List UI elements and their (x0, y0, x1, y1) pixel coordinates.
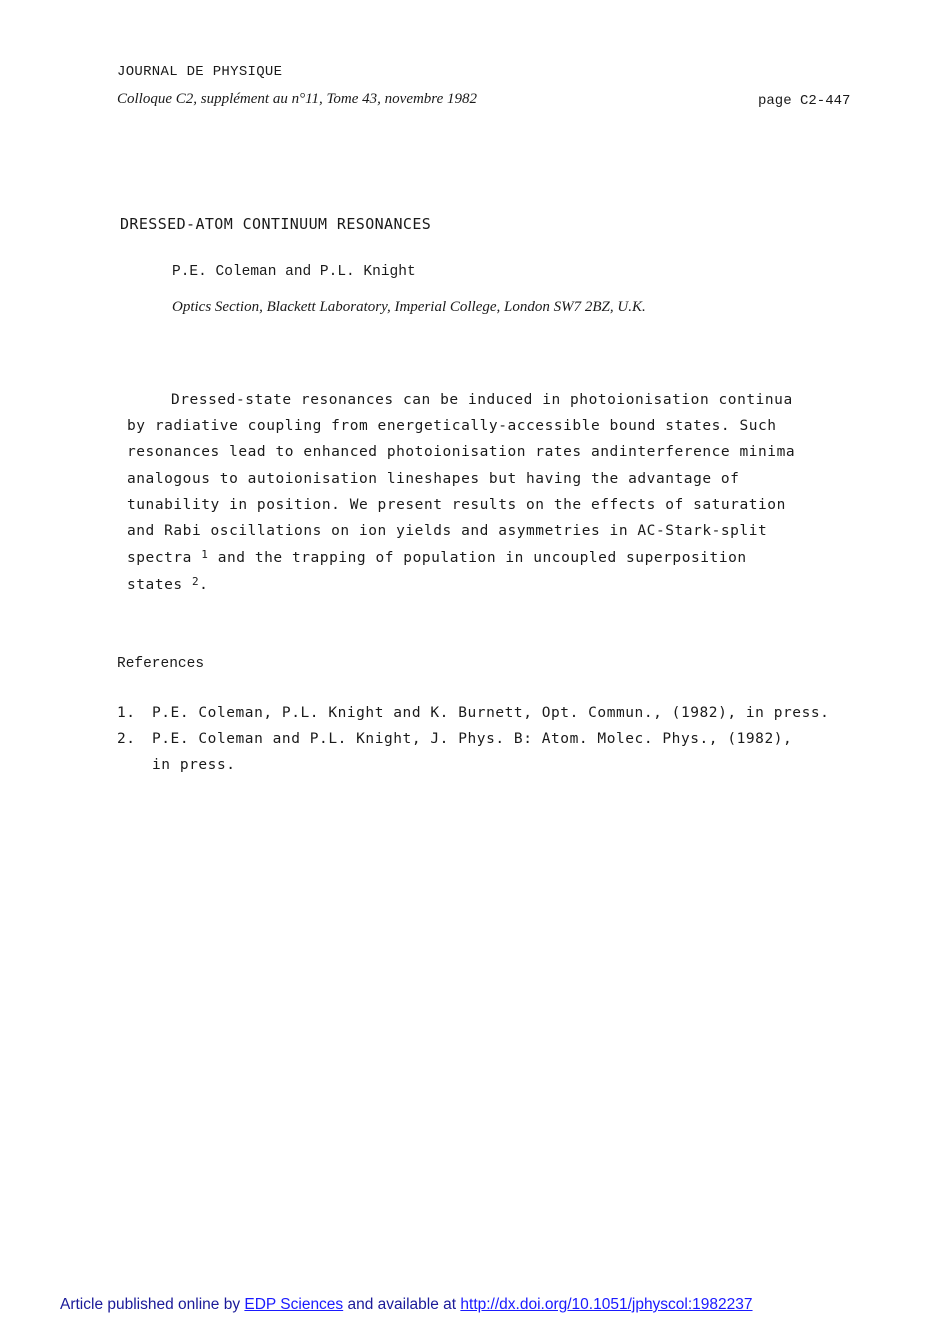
abstract-line: resonances lead to enhanced photoionisation rates andinterference minima (127, 444, 796, 460)
citation-superscript: 1 (201, 548, 209, 561)
abstract-text: and the trapping of population in uncoupled superposition (208, 550, 747, 566)
article-title: DRESSED-ATOM CONTINUUM RESONANCES (120, 215, 432, 233)
publisher-link[interactable]: EDP Sciences (244, 1296, 344, 1313)
doi-link[interactable]: http://dx.doi.org/10.1051/jphyscol:1982237 (460, 1296, 753, 1313)
reference-number: 2. (117, 731, 136, 747)
abstract-line: tunability in position. We present results on the effects of saturation (127, 497, 786, 513)
abstract-line (127, 577, 208, 593)
abstract-line: by radiative coupling from energetically-accessible bound states. Such (127, 418, 777, 434)
abstract-text: states (127, 577, 192, 593)
reference-number: 1. (117, 705, 136, 721)
abstract-line: and Rabi oscillations on ion yields and asymmetries in AC-Stark-split (127, 523, 768, 539)
references-heading: References (117, 656, 205, 672)
abstract-line (127, 550, 747, 566)
article-affiliation: Optics Section, Blackett Laboratory, Imperial College, London SW7 2BZ, U.K. (172, 299, 646, 315)
journal-name: JOURNAL DE PHYSIQUE (117, 64, 283, 80)
footer-middle: and available at (343, 1296, 461, 1313)
article-authors: P.E. Coleman and P.L. Knight (172, 264, 416, 280)
citation-superscript: 2 (191, 575, 200, 588)
abstract-line: analogous to autoionisation lineshapes but having the advantage of (127, 471, 740, 487)
reference-text: P.E. Coleman and P.L. Knight, J. Phys. B: Atom. Molec. Phys., (1982), (152, 731, 793, 747)
reference-text-continued: in press. (152, 757, 236, 773)
colloque-info: Colloque C2, supplément au n°11, Tome 43, novembre 1982 (117, 91, 477, 107)
abstract-text: spectra (127, 550, 202, 566)
reference-text: P.E. Coleman, P.L. Knight and K. Burnett, Opt. Commun., (1982), in press. (152, 705, 830, 721)
page-number: page C2-447 (758, 93, 851, 109)
abstract-text: . (199, 577, 209, 593)
publication-footer (60, 1296, 753, 1314)
abstract-line: Dressed-state resonances can be induced in photoionisation continua (171, 392, 793, 408)
footer-prefix: Article published online by (60, 1296, 245, 1313)
